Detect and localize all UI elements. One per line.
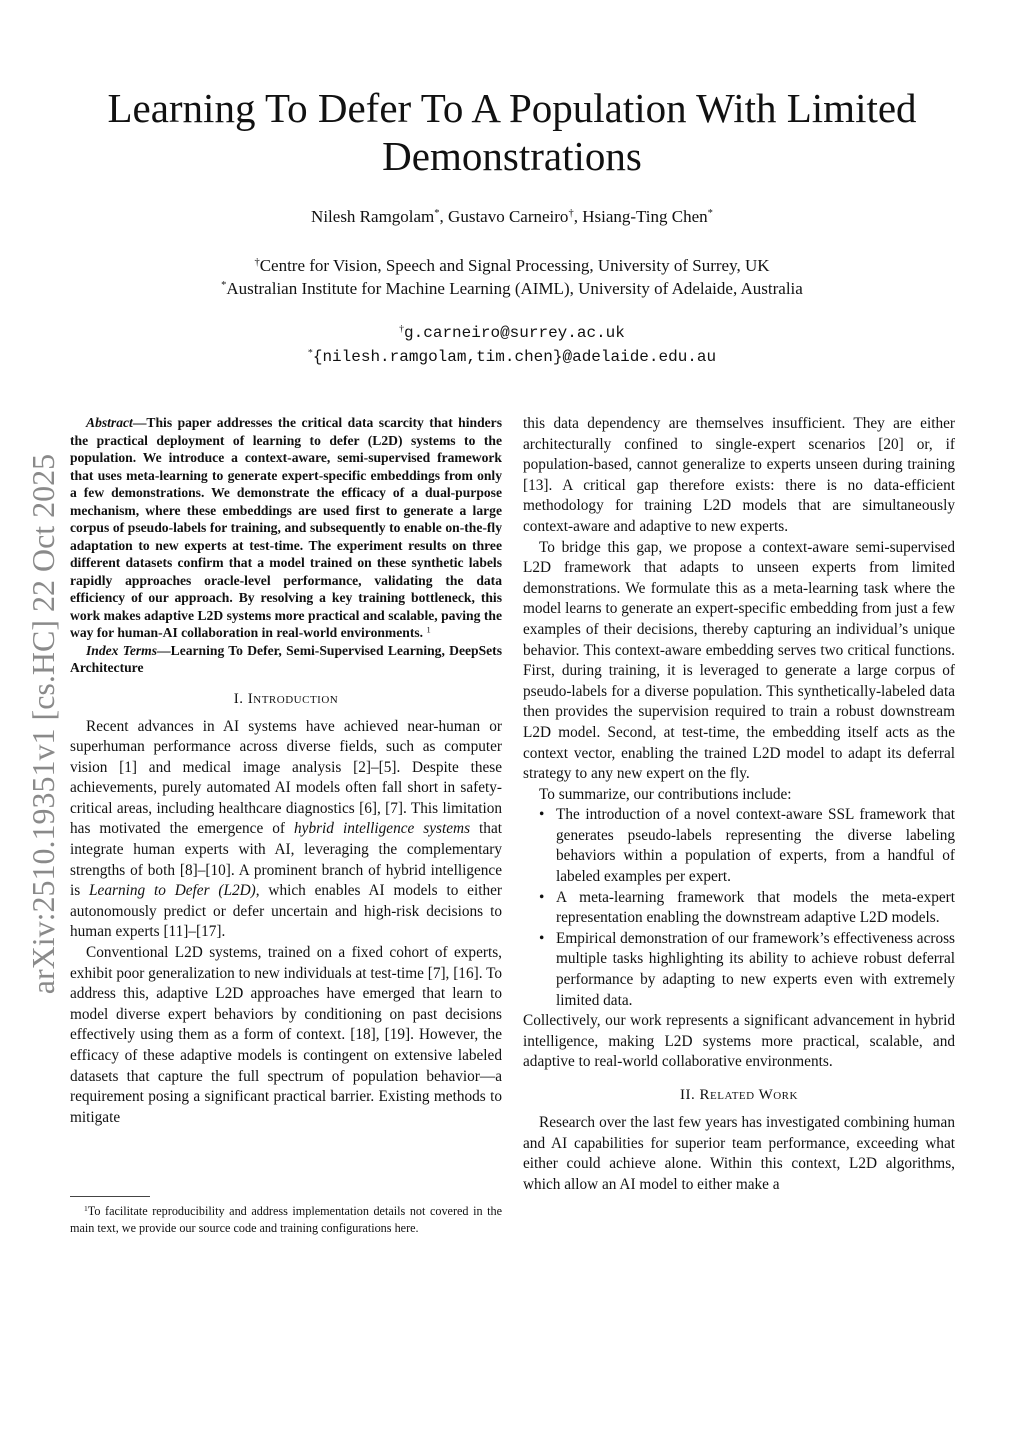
author-name: Nilesh Ramgolam: [311, 207, 435, 226]
intro-paragraph-3: this data dependency are themselves insufficient. They are either architecturally confined to single-expert scenarios [20] or, if population-based, cannot generalize to experts unseen during training [13]. A critical gap therefore exists: there is no data-efficient methodology for training L2D models that are simultaneously context-aware and adaptive to new experts.: [523, 415, 955, 535]
paper-title: Learning To Defer To A Population With Limited Demonstrations: [107, 85, 917, 179]
left-column: [70, 414, 502, 1128]
footnote-mark: 1: [84, 1203, 88, 1213]
intro-paragraph-5: To summarize, our contributions include:: [539, 785, 792, 803]
section-heading-introduction: I. Introduction: [233, 690, 339, 707]
author-mark: †: [568, 208, 574, 220]
arxiv-identifier: arXiv:2510.19351v1 [cs.HC] 22 Oct 2025: [25, 453, 61, 995]
bullet-icon: •: [539, 888, 545, 906]
abstract: Abstract—This paper addresses the critical data scarcity that hinders the practical deployment of learning to defer (L2D) systems to the population. We introduce a context-aware, semi-supervised framework that uses meta-learning to generate expert-specific embeddings from only a few demonstrations. We demonstrate the efficacy of a dual-purpose mechanism, where these embeddings are used first to generate a large corpus of pseudo-labels for training, and subsequently to enable on-the-fly adaptation to new experts at test-time. The experiment results on three different datasets confirm that a model trained on these synthetic labels rapidly approaches oracle-level performance, validating the data efficiency of our approach. By resolving a key training bottleneck, this work makes adaptive L2D systems more practical and scalable, paving the way for human-AI collaboration in real-world environments. $^1$: [70, 415, 502, 640]
intro-paragraph-1: Recent advances in AI systems have achieved near-human or superhuman performance across diverse fields, such as computer vision [1] and medical image analysis [2]–[5]. Despite these achievements, purely automated AI models often fall short in safety-critical areas, including healthcare diagnostics [6], [7]. This limitation has motivated the emergence of hybrid intelligence systems that integrate human experts with AI, leveraging the complementary strengths of both [8]–[10]. A prominent branch of hybrid intelligence is Learning to Defer (L2D), which enables AI models to either autonomously predict or defer uncertain and high-risk decisions to human experts [11]–[17].: [70, 717, 503, 941]
author-mark: *: [434, 208, 440, 220]
author-mark: *: [707, 208, 713, 220]
author-name: Gustavo Carneiro: [448, 207, 569, 226]
list-item: • A meta-learning framework that models the meta-expert representation enabling the downstream adaptive L2D models.: [539, 888, 955, 927]
footnote-divider: [70, 1196, 150, 1197]
footnote-ref[interactable]: 1: [426, 624, 431, 635]
list-item: • Empirical demonstration of our framework’s effectiveness across multiple tasks highlighting its ability to achieve robust deferral performance by adapting to new experts even with extremely limited data.: [539, 929, 956, 1009]
index-terms: Index Terms—Learning To Defer, Semi-Supervised Learning, DeepSets Architecture: [70, 642, 503, 675]
section-heading-related-work: II. Related Work: [680, 1087, 798, 1103]
footnote: [70, 1203, 502, 1236]
affiliation: †Centre for Vision, Speech and Signal Processing, University of Surrey, UK: [254, 256, 770, 275]
intro-paragraph-2: Conventional L2D systems, trained on a fixed cohort of experts, exhibit poor generalization to new individuals at test-time [7], [16]. To address this, adaptive L2D approaches have emerged that learn to model diverse expert behaviors by conditioning on past decisions effectively using them as a form of context. [18], [19]. However, the efficacy of these adaptive models is contingent on extensive labeled datasets that capture the full spectrum of population behavior—a requirement posing a significant practical barrier. Existing methods to mitigate: [70, 944, 502, 1126]
bullet-icon: •: [539, 929, 545, 947]
related-work-paragraph-1: Research over the last few years has investigated combining human and AI capabilities for superior team performance, exceeding what either could achieve alone. Within this context, L2D algorithms, which allow an AI model to either make a: [523, 1114, 955, 1193]
author-list: Nilesh Ramgolam*, Gustavo Carneiro†, Hsiang-Ting Chen*: [311, 207, 713, 226]
email[interactable]: *{nilesh.ramgolam,tim.chen}@adelaide.edu.au: [307, 347, 717, 366]
email-mark: †: [399, 323, 405, 335]
intro-paragraph-6: Collectively, our work represents a significant advancement in hybrid intelligence, making L2D systems more practical, scalable, and adaptive to real-world collaborative environments.: [523, 1012, 955, 1071]
email[interactable]: †g.carneiro@surrey.ac.uk: [399, 323, 625, 342]
footnote-text: To facilitate reproducibility and address implementation details not covered in the main text, we provide our source code and training configurations here.: [70, 1204, 502, 1235]
affiliation-mark: †: [254, 257, 260, 269]
contribution-list: [523, 805, 955, 1011]
email-list: [60, 321, 964, 369]
email-mark: *: [307, 347, 313, 359]
affiliation-list: [60, 254, 964, 300]
list-item: • The introduction of a novel context-aware SSL framework that generates pseudo-labels representing the diverse labeling behaviors within a population of experts, from a handful of labeled examples per expert.: [539, 806, 955, 886]
bullet-icon: •: [539, 806, 545, 824]
index-terms-lead: Index Terms: [86, 642, 158, 658]
right-column: [523, 414, 955, 1195]
index-terms-text: Learning To Defer, Semi-Supervised Learning, DeepSets Architecture: [70, 642, 503, 675]
author-name: Hsiang-Ting Chen: [582, 207, 708, 226]
affiliation-mark: *: [221, 280, 227, 292]
affiliation: *Australian Institute for Machine Learning (AIML), University of Adelaide, Australia: [221, 279, 803, 298]
abstract-text: This paper addresses the critical data scarcity that hinders the practical deployment of learning to defer (L2D) systems to the population. We introduce a context-aware, semi-supervised framework that uses meta-learning to generate expert-specific embeddings from only a few demonstrations. We demonstrate the efficacy of a dual-purpose mechanism, where these embeddings are used first to generate a large corpus of pseudo-labels for training, and subsequently to enable on-the-fly adaptation to new experts at test-time. The experiment results on three different datasets confirm that a model trained on these synthetic labels rapidly approaches oracle-level performance, validating the data efficiency of our approach. By resolving a key training bottleneck, this work makes adaptive L2D systems more practical and scalable, paving the way for human-AI collaboration in real-world environments.: [70, 415, 502, 640]
abstract-lead: Abstract: [86, 415, 133, 430]
intro-paragraph-4: To bridge this gap, we propose a context-aware semi-supervised L2D framework that adapts to unseen experts from limited demonstrations. We formulate this as a meta-learning task where the model learns to generate an expert-specific embedding from just a few examples of their decisions, thereby capturing an individual’s unique behavior. This context-aware embedding serves two critical functions. First, during training, it is leveraged to generate a large corpus of pseudo-labels for a diverse population. This synthetically-labeled data then provides the supervision required to train a robust downstream L2D model. Second, at test-time, the embedding itself acts as the context vector, enabling the trained L2D model to adapt its deferral strategy to any new expert on the fly.: [523, 538, 955, 783]
